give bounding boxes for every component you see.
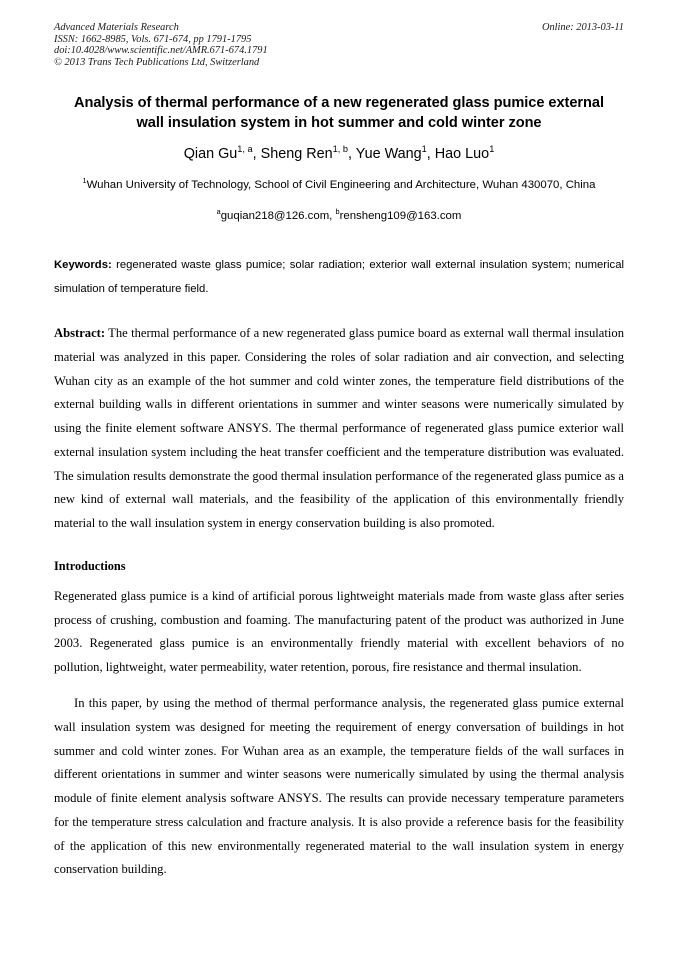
author-separator-1: , <box>252 146 261 163</box>
author-list <box>54 145 624 164</box>
journal-name: Advanced Materials Research <box>54 22 179 33</box>
author-name-2: Sheng Ren <box>260 146 333 163</box>
affiliation-text: Wuhan University of Technology, School of Civil Engineering and Architecture, Wuhan 430070, China <box>86 179 596 192</box>
author-name-3: Yue Wang <box>355 146 422 163</box>
author-affiliation-marker-4: 1 <box>489 144 495 155</box>
author-affiliation-marker-3: 1 <box>421 144 427 155</box>
author-name-4: Hao Luo <box>434 146 490 163</box>
author-name-1: Qian Gu <box>183 146 238 163</box>
affiliation <box>54 175 624 195</box>
journal-copyright-line: © 2013 Trans Tech Publications Ltd, Switzerland <box>54 56 260 68</box>
keywords-text: regenerated waste glass pumice; solar radiation; exterior wall external insulation system; numerical simulation of temperature field. <box>54 259 624 295</box>
author-separator-2: , <box>348 146 356 163</box>
abstract-label: Abstract: <box>54 326 106 341</box>
email-address-a: guqian218@126.com, <box>220 210 336 223</box>
affiliation-marker: 1 <box>82 176 87 186</box>
abstract-section <box>54 322 624 535</box>
journal-doi-line: doi:10.4028/www.scientific.net/AMR.671-674.1791 <box>54 45 268 57</box>
section-heading-introductions: Introductions <box>54 558 126 573</box>
email-marker-a: a <box>216 207 221 217</box>
introduction-paragraph-1: Regenerated glass pumice is a kind of artificial porous lightweight materials made from waste glass after series process of crushing, combustion and foaming. The manufacturing patent of the product was authorized in June 2003. Regenerated glass pumice is an environmentally friendly material with excellent behaviors of no pollution, lightweight, water permeability, water retention, porous, fire resistance and thermal insulation. <box>54 588 624 675</box>
abstract-text: The thermal performance of a new regenerated glass pumice board as external wall thermal insulation material was analyzed in this paper. Considering the roles of solar radiation and air convection, and selecting Wuhan city as an example of the hot summer and cold winter zones, the temperature field distributions of the external building walls in different orientations in summer and winter seasons were numerically simulated by using the finite element software ANSYS. The thermal performance of regenerated glass pumice exterior wall external insulation system including the heat transfer coefficient and the temperature distribution was evaluated. The simulation results demonstrate the good thermal insulation performance of the regenerated glass pumice as a new kind of external wall materials, and the feasibility of the application of this environmentally friendly material to the wall insulation system in energy conservation building is also promoted. <box>54 326 624 530</box>
email-address-b: rensheng109@163.com <box>339 210 462 223</box>
journal-header <box>54 22 624 68</box>
keywords-section <box>54 254 624 301</box>
author-affiliation-marker-2: 1, b <box>332 144 349 155</box>
online-publication-date: Online: 2013-03-11 <box>541 22 624 33</box>
introduction-paragraph-2: In this paper, by using the method of thermal performance analysis, the regenerated glass pumice external wall insulation system was designed for meeting the requirement of energy conversation of buildings in hot summer and cold winter zones. For Wuhan area as an example, the temperature fields of the wall surfaces in different orientations in summer and winter seasons were numerically simulated by using the thermal analysis module of finite element analysis software ANSYS. The results can provide necessary temperature parameters for the temperature stress calculation and fracture analysis. It is also provide a reference basis for the feasibility of the application of this new environmentally regenerated material to the wall insulation system in energy conservation building. <box>54 696 624 877</box>
author-affiliation-marker-1: 1, a <box>237 144 253 155</box>
author-emails <box>54 208 624 224</box>
author-separator-3: , <box>426 146 435 163</box>
page-title: Analysis of thermal performance of a new regenerated glass pumice external wall insulation system in hot summer and cold winter zone <box>74 95 604 132</box>
journal-issn-line: ISSN: 1662-8985, Vols. 671-674, pp 1791-1795 <box>54 33 252 45</box>
email-marker-b: b <box>335 207 340 217</box>
keywords-label: Keywords: <box>54 259 112 272</box>
